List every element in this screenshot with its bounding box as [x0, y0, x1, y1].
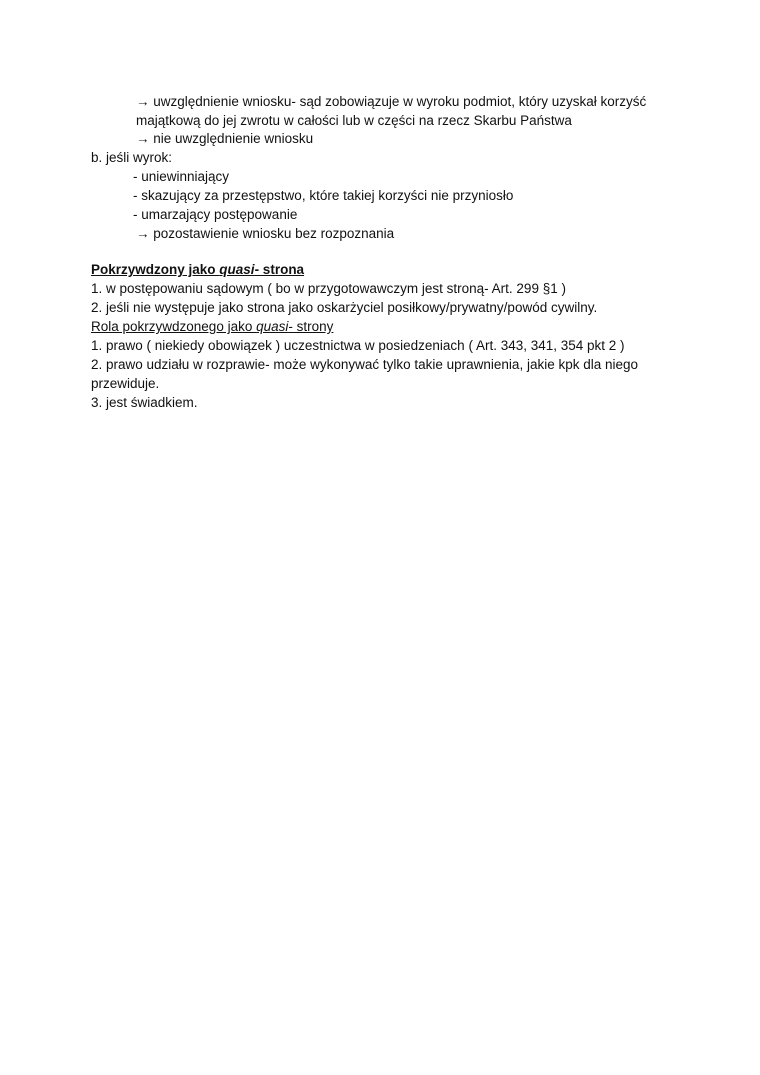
role-point: 2. prawo udziału w rozprawie- może wykonywać tylko takie uprawnienia, jakie kpk dla niego	[91, 357, 639, 372]
heading-text: Pokrzywdzony jako	[91, 262, 220, 277]
role-point-continuation: przewiduje.	[91, 376, 160, 391]
heading-italic-text: quasi	[219, 262, 255, 277]
heading-text: Rola pokrzywdzonego jako	[91, 319, 257, 334]
role-heading	[91, 317, 333, 336]
list-item: - skazujący za przestępstwo, które takiej korzyści nie przyniosło	[133, 188, 514, 203]
outcome-line-denied	[136, 129, 313, 148]
quasi-point: 1. w postępowaniu sądowym ( bo w przygotowawczym jest stroną- Art. 299 §1 )	[91, 281, 566, 296]
heading-text: - strona	[254, 262, 305, 277]
quasi-point: 2. jeśli nie występuje jako strona jako oskarżyciel posiłkowy/prywatny/powód cywilny.	[91, 300, 598, 315]
result-text: pozostawienie wniosku bez rozpoznania	[153, 226, 395, 241]
outcome-text: uwzględnienie wniosku- sąd zobowiązuje w wyroku podmiot, który uzyskał korzyść	[153, 94, 647, 109]
heading-italic-text: quasi	[256, 319, 289, 334]
arrow-icon: →	[136, 226, 150, 241]
arrow-icon: →	[136, 131, 150, 146]
arrow-icon: →	[136, 94, 150, 109]
section-b-heading: b. jeśli wyrok:	[91, 150, 173, 165]
role-point: 1. prawo ( niekiedy obowiązek ) uczestnictwa w posiedzeniach ( Art. 343, 341, 354 pkt 2 )	[91, 338, 625, 353]
heading-text: - strony	[288, 319, 334, 334]
outcome-text: nie uwzględnienie wniosku	[153, 131, 314, 146]
role-point: 3. jest świadkiem.	[91, 395, 198, 410]
result-line	[136, 224, 394, 243]
outcome-line-granted	[136, 92, 646, 111]
list-item: - uniewinniający	[133, 169, 230, 184]
quasi-heading	[91, 260, 304, 279]
outcome-line-continuation: majątkową do jej zwrotu w całości lub w części na rzecz Skarbu Państwa	[136, 113, 572, 128]
list-item: - umarzający postępowanie	[133, 207, 298, 222]
